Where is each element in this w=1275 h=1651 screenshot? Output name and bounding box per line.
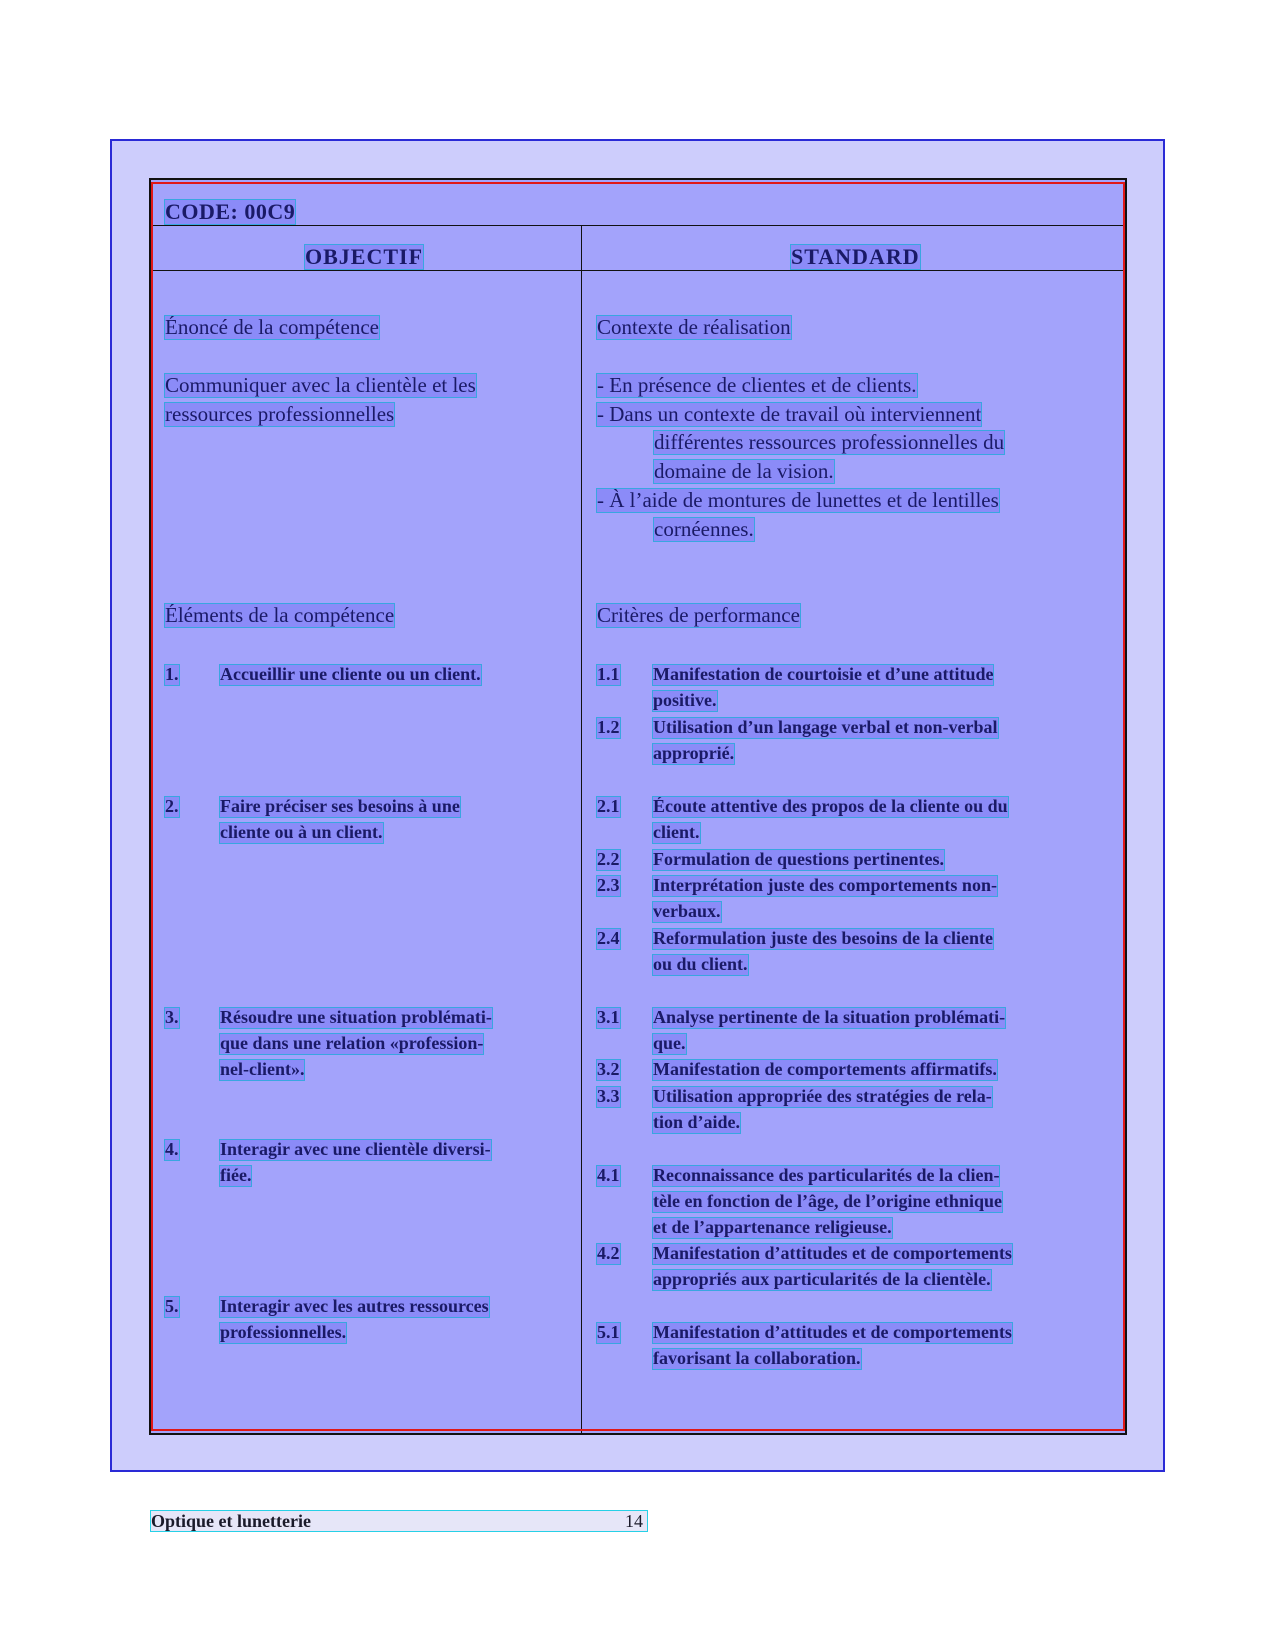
contexte-line: - En présence de clientes et de clients. (597, 373, 917, 397)
elements-title: Éléments de la compétence (165, 603, 395, 627)
critere-number: 5.1 (597, 1322, 620, 1342)
critere-line: Manifestation d’attitudes et de comportements (653, 1243, 1012, 1263)
critere-line: Manifestation d’attitudes et de comportements (653, 1322, 1012, 1342)
critere-line: Interprétation juste des comportements non- (653, 875, 997, 895)
column-divider (581, 226, 582, 1433)
critere-line: appropriés aux particularités de la clientèle. (653, 1269, 991, 1289)
critere-line: tèle en fonction de l’âge, de l’origine ethnique (653, 1191, 1002, 1211)
critere-number: 2.3 (597, 875, 620, 895)
critere-line: Utilisation d’un langage verbal et non-verbal (653, 717, 998, 737)
contexte-line: cornéennes. (654, 517, 754, 541)
element-line: que dans une relation «profession- (220, 1033, 484, 1053)
header-divider (151, 225, 1127, 226)
page-number: 14 (625, 1511, 643, 1531)
critere-line: Reconnaissance des particularités de la clien- (653, 1165, 1000, 1185)
critere-line: Manifestation de courtoisie et d’une attitude (653, 664, 994, 684)
critere-line: positive. (653, 690, 717, 710)
critere-number: 2.4 (597, 928, 620, 948)
element-line: cliente ou à un client. (220, 822, 383, 842)
critere-line: verbaux. (653, 901, 721, 921)
critere-line: Utilisation appropriée des stratégies de rela- (653, 1086, 992, 1106)
critere-line: Analyse pertinente de la situation problémati- (653, 1007, 1006, 1027)
contexte-line: différentes ressources professionnelles du (654, 430, 1005, 454)
contexte-line: - Dans un contexte de travail où interviennent (597, 402, 982, 426)
element-number: 5. (165, 1296, 179, 1316)
element-line: Accueillir une cliente ou un client. (220, 664, 481, 684)
competency-code: CODE: 00C9 (165, 199, 296, 224)
column-header-divider (151, 270, 1127, 271)
element-line: nel-client». (220, 1059, 305, 1079)
critere-line: favorisant la collaboration. (653, 1348, 861, 1368)
contexte-line: - À l’aide de montures de lunettes et de lentilles (597, 488, 999, 512)
enonce-line: ressources professionnelles (165, 402, 395, 426)
critere-number: 3.1 (597, 1007, 620, 1027)
critere-number: 2.1 (597, 796, 620, 816)
critere-number: 4.2 (597, 1243, 620, 1263)
critere-line: ou du client. (653, 954, 748, 974)
competency-table (149, 178, 1127, 1435)
critere-line: Formulation de questions pertinentes. (653, 849, 945, 869)
critere-number: 1.2 (597, 717, 620, 737)
element-number: 3. (165, 1007, 179, 1027)
critere-line: approprié. (653, 743, 735, 763)
element-number: 1. (165, 664, 179, 684)
footer-program-name: Optique et lunetterie (151, 1511, 311, 1531)
critere-line: que. (653, 1033, 686, 1053)
critere-number: 3.3 (597, 1086, 620, 1106)
critere-line: Écoute attentive des propos de la cliente ou du (653, 796, 1008, 816)
critere-line: tion d’aide. (653, 1112, 741, 1132)
contexte-line: domaine de la vision. (654, 459, 834, 483)
element-line: Résoudre une situation problémati- (220, 1007, 492, 1027)
contexte-title: Contexte de réalisation (597, 315, 791, 339)
critere-line: et de l’appartenance religieuse. (653, 1217, 892, 1237)
critere-number: 2.2 (597, 849, 620, 869)
critere-line: Manifestation de comportements affirmatifs. (653, 1059, 997, 1079)
critere-line: Reformulation juste des besoins de la cliente (653, 928, 993, 948)
critere-number: 3.2 (597, 1059, 620, 1079)
critere-number: 1.1 (597, 664, 620, 684)
element-line: professionnelles. (220, 1322, 347, 1342)
element-line: fiée. (220, 1165, 252, 1185)
element-line: Interagir avec les autres ressources (220, 1296, 489, 1316)
page-footer (151, 1511, 647, 1531)
criteres-title: Critères de performance (597, 603, 800, 627)
enonce-title: Énoncé de la compétence (165, 315, 379, 339)
critere-number: 4.1 (597, 1165, 620, 1185)
standard-header: STANDARD (791, 244, 920, 269)
element-line: Faire préciser ses besoins à une (220, 796, 460, 816)
objectif-header: OBJECTIF (305, 244, 424, 269)
element-number: 4. (165, 1139, 179, 1159)
enonce-line: Communiquer avec la clientèle et les (165, 373, 476, 397)
critere-line: client. (653, 822, 700, 842)
element-line: Interagir avec une clientèle diversi- (220, 1139, 491, 1159)
element-number: 2. (165, 796, 179, 816)
